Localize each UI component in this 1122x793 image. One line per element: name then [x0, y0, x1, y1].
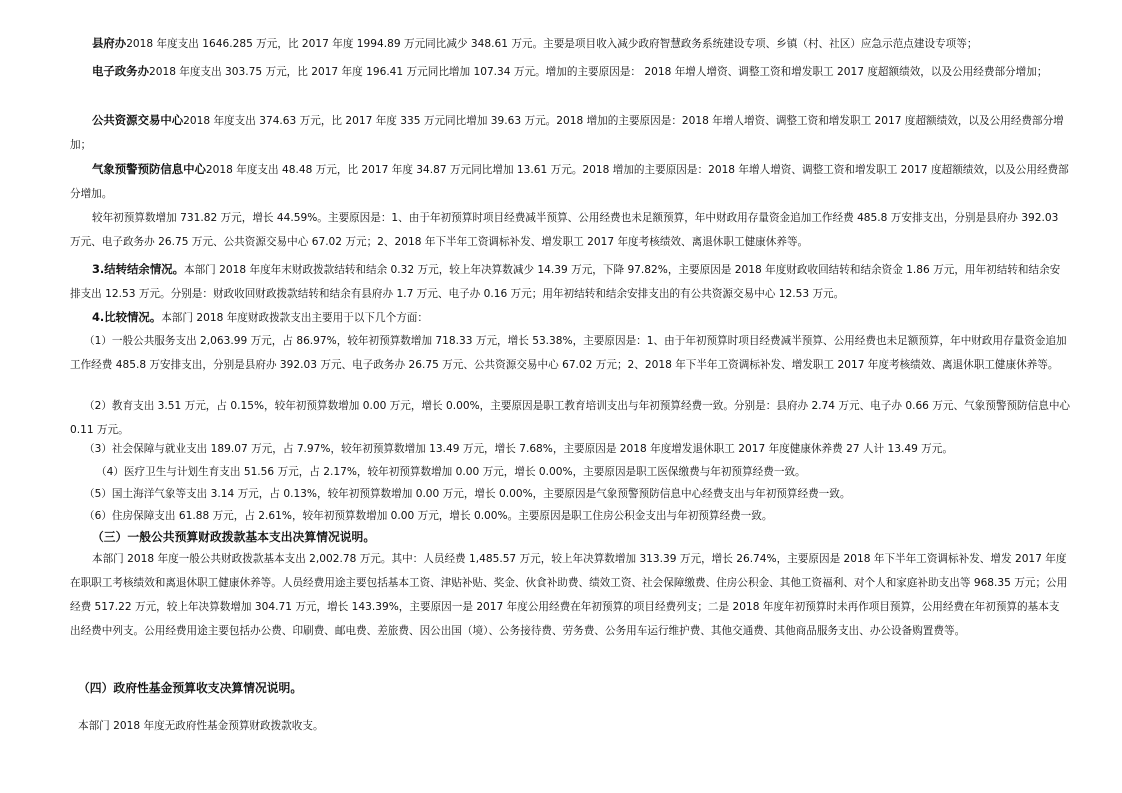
label-carryover: 3.结转结余情况。: [92, 262, 184, 276]
label-e-gov-office: 电子政务办: [92, 64, 149, 78]
paragraph-healthcare: [70, 460, 1070, 484]
label-comparison: 4.比较情况。: [92, 310, 162, 324]
text-meteorology: （5）国土海洋气象等支出 3.14 万元，占 0.13%，较年初预算数增加 0.00 万元，增长 0.00%，主要原因是气象预警预防信息中心经费支出与年初预算经费一致。: [84, 488, 851, 500]
text-trading-center: 2018 年度支出 374.63 万元，比 2017 年度 335 万元同比增加 39.63 万元。2018 增加的主要原因是：2018 年增人增资、调整工资和增发职工 2017 度超额绩效，以及公用经费部分增加；: [70, 115, 1064, 151]
text-government-fund: 本部门 2018 年度无政府性基金预算财政拨款收支。: [78, 720, 324, 732]
text-general-public-services: （1）一般公共服务支出 2,063.99 万元，占 86.97%，较年初预算数增加 718.33 万元，增长 53.38%，主要原因是：1、由于年初预算时项目经费减半预算、公用经费也未足额预算，年中财政用存量资金追加工作经费 485.8 万安排支出，分别是县府办 392.03 万元、电子政务办 26.75 万元、公共资源交易中心 67.02 万元；2、2018 年下半年工资调标补发、增发职工 2017 年度考核绩效、离退休职工健康休养等。: [70, 335, 1067, 371]
text-weather-center: 2018 年度支出 48.48 万元，比 2017 年度 34.87 万元同比增加 13.61 万元。2018 增加的主要原因是：2018 年增人增资、调整工资和增发职工 2017 度超额绩效，以及公用经费部分增加。: [70, 164, 1069, 200]
paragraph-education: [70, 394, 1070, 442]
text-social-security: （3）社会保障与就业支出 189.07 万元，占 7.97%，较年初预算数增加 13.49 万元，增长 7.68%，主要原因是 2018 年度增发退休职工 2017 年度健康休养费 27 人计 13.49 万元。: [84, 443, 953, 455]
label-weather-center: 气象预警预防信息中心: [92, 162, 206, 176]
paragraph-government-fund: [78, 714, 1078, 738]
text-education: （2）教育支出 3.51 万元，占 0.15%，较年初预算数增加 0.00 万元，增长 0.00%，主要原因是职工教育培训支出与年初预算经费一致。分别是：县府办 2.74 万元、电子办 0.66 万元、气象预警预防信息中心 0.11 万元。: [70, 400, 1071, 436]
text-county-office: 2018 年度支出 1646.285 万元，比 2017 年度 1994.89 万元同比减少 348.61 万元。主要是项目收入减少政府智慧政务系统建设专项、乡镇（村、社区）应急示范点建设专项等；: [126, 38, 978, 50]
heading-government-fund: （四）政府性基金预算收支决算情况说明。: [78, 681, 303, 695]
text-budget-increase: 较年初预算数增加 731.82 万元，增长 44.59%。主要原因是：1、由于年初预算时项目经费减半预算、公用经费也未足额预算，年中财政用存量资金追加工作经费 485.8 万安排支出，分别是县府办 392.03 万元、电子政务办 26.75 万元、公共资源交易中心 67.02 万元；2、2018 年下半年工资调标补发、增发职工 2017 年度考核绩效、离退休职工健康休养等。: [70, 212, 1059, 248]
paragraph-comparison: [70, 305, 1070, 330]
text-healthcare: （4）医疗卫生与计划生育支出 51.56 万元，占 2.17%，较年初预算数增加 0.00 万元，增长 0.00%，主要原因是职工医保缴费与年初预算经费一致。: [96, 466, 806, 478]
paragraph-e-gov-office: [70, 59, 1070, 84]
paragraph-weather-center: [70, 157, 1070, 206]
text-e-gov-office: 2018 年度支出 303.75 万元，比 2017 年度 196.41 万元同比增加 107.34 万元。增加的主要原因是： 2018 年增人增资、调整工资和增发职工 2017 度超额绩效，以及公用经费部分增加；: [148, 66, 1048, 78]
text-housing: （6）住房保障支出 61.88 万元，占 2.61%，较年初预算数增加 0.00 万元，增长 0.00%。主要原因是职工住房公积金支出与年初预算经费一致。: [84, 510, 773, 522]
text-basic-expenditure: 本部门 2018 年度一般公共财政拨款基本支出 2,002.78 万元。其中：人员经费 1,485.57 万元，较上年决算数增加 313.39 万元，增长 26.74%，主要原因是 2018 年下半年工资调标补发、增发 2017 年度在职职工考核绩效和离退休职工健康休养等。人员经费用途主要包括基本工资、津贴补贴、奖金、伙食补助费、绩效工资、社会保障缴费、住房公积金、其他工资福利、对个人和家庭补助支出等 968.35 万元；公用经费 517.22 万元，较上年决算数增加 304.71 万元，增长 143.39%，主要原因一是 2017 年度公用经费在年初预算的项目经费列支；二是 2018 年度年初预算时未再作项目预算，公用经费在年初预算的基本支出经费中列支。公用经费用途主要包括办公费、印刷费、邮电费、差旅费、因公出国（境）、公务接待费、劳务费、公务用车运行维护费、其他交通费、其他商品服务支出、办公设备购置费等。: [70, 553, 1068, 637]
label-county-office: 县府办: [92, 36, 127, 50]
paragraph-county-office: [70, 31, 1070, 56]
heading-basic-expenditure: （三）一般公共预算财政拨款基本支出决算情况说明。: [92, 530, 376, 544]
paragraph-carryover: [70, 257, 1070, 306]
paragraph-basic-expenditure: [70, 547, 1070, 643]
paragraph-budget-increase: [70, 206, 1070, 254]
text-comparison: 本部门 2018 年度财政拨款支出主要用于以下几个方面：: [161, 312, 428, 324]
label-trading-center: 公共资源交易中心: [92, 113, 184, 127]
paragraph-social-security: [70, 437, 1070, 461]
paragraph-trading-center: [70, 108, 1070, 157]
paragraph-general-public-services: [70, 329, 1070, 377]
paragraph-meteorology: [70, 482, 1070, 506]
text-carryover: 本部门 2018 年度年末财政拨款结转和结余 0.32 万元，较上年决算数减少 14.39 万元，下降 97.82%，主要原因是 2018 年度财政收回结转和结余资金 1.86 万元，用年初结转和结余安排支出 12.53 万元。分别是：财政收回财政拨款结转和结余有县府办 1.7 万元、电子办 0.16 万元；用年初结转和结余安排支出的有公共资源交易中心 12.53 万元。: [70, 264, 1061, 300]
